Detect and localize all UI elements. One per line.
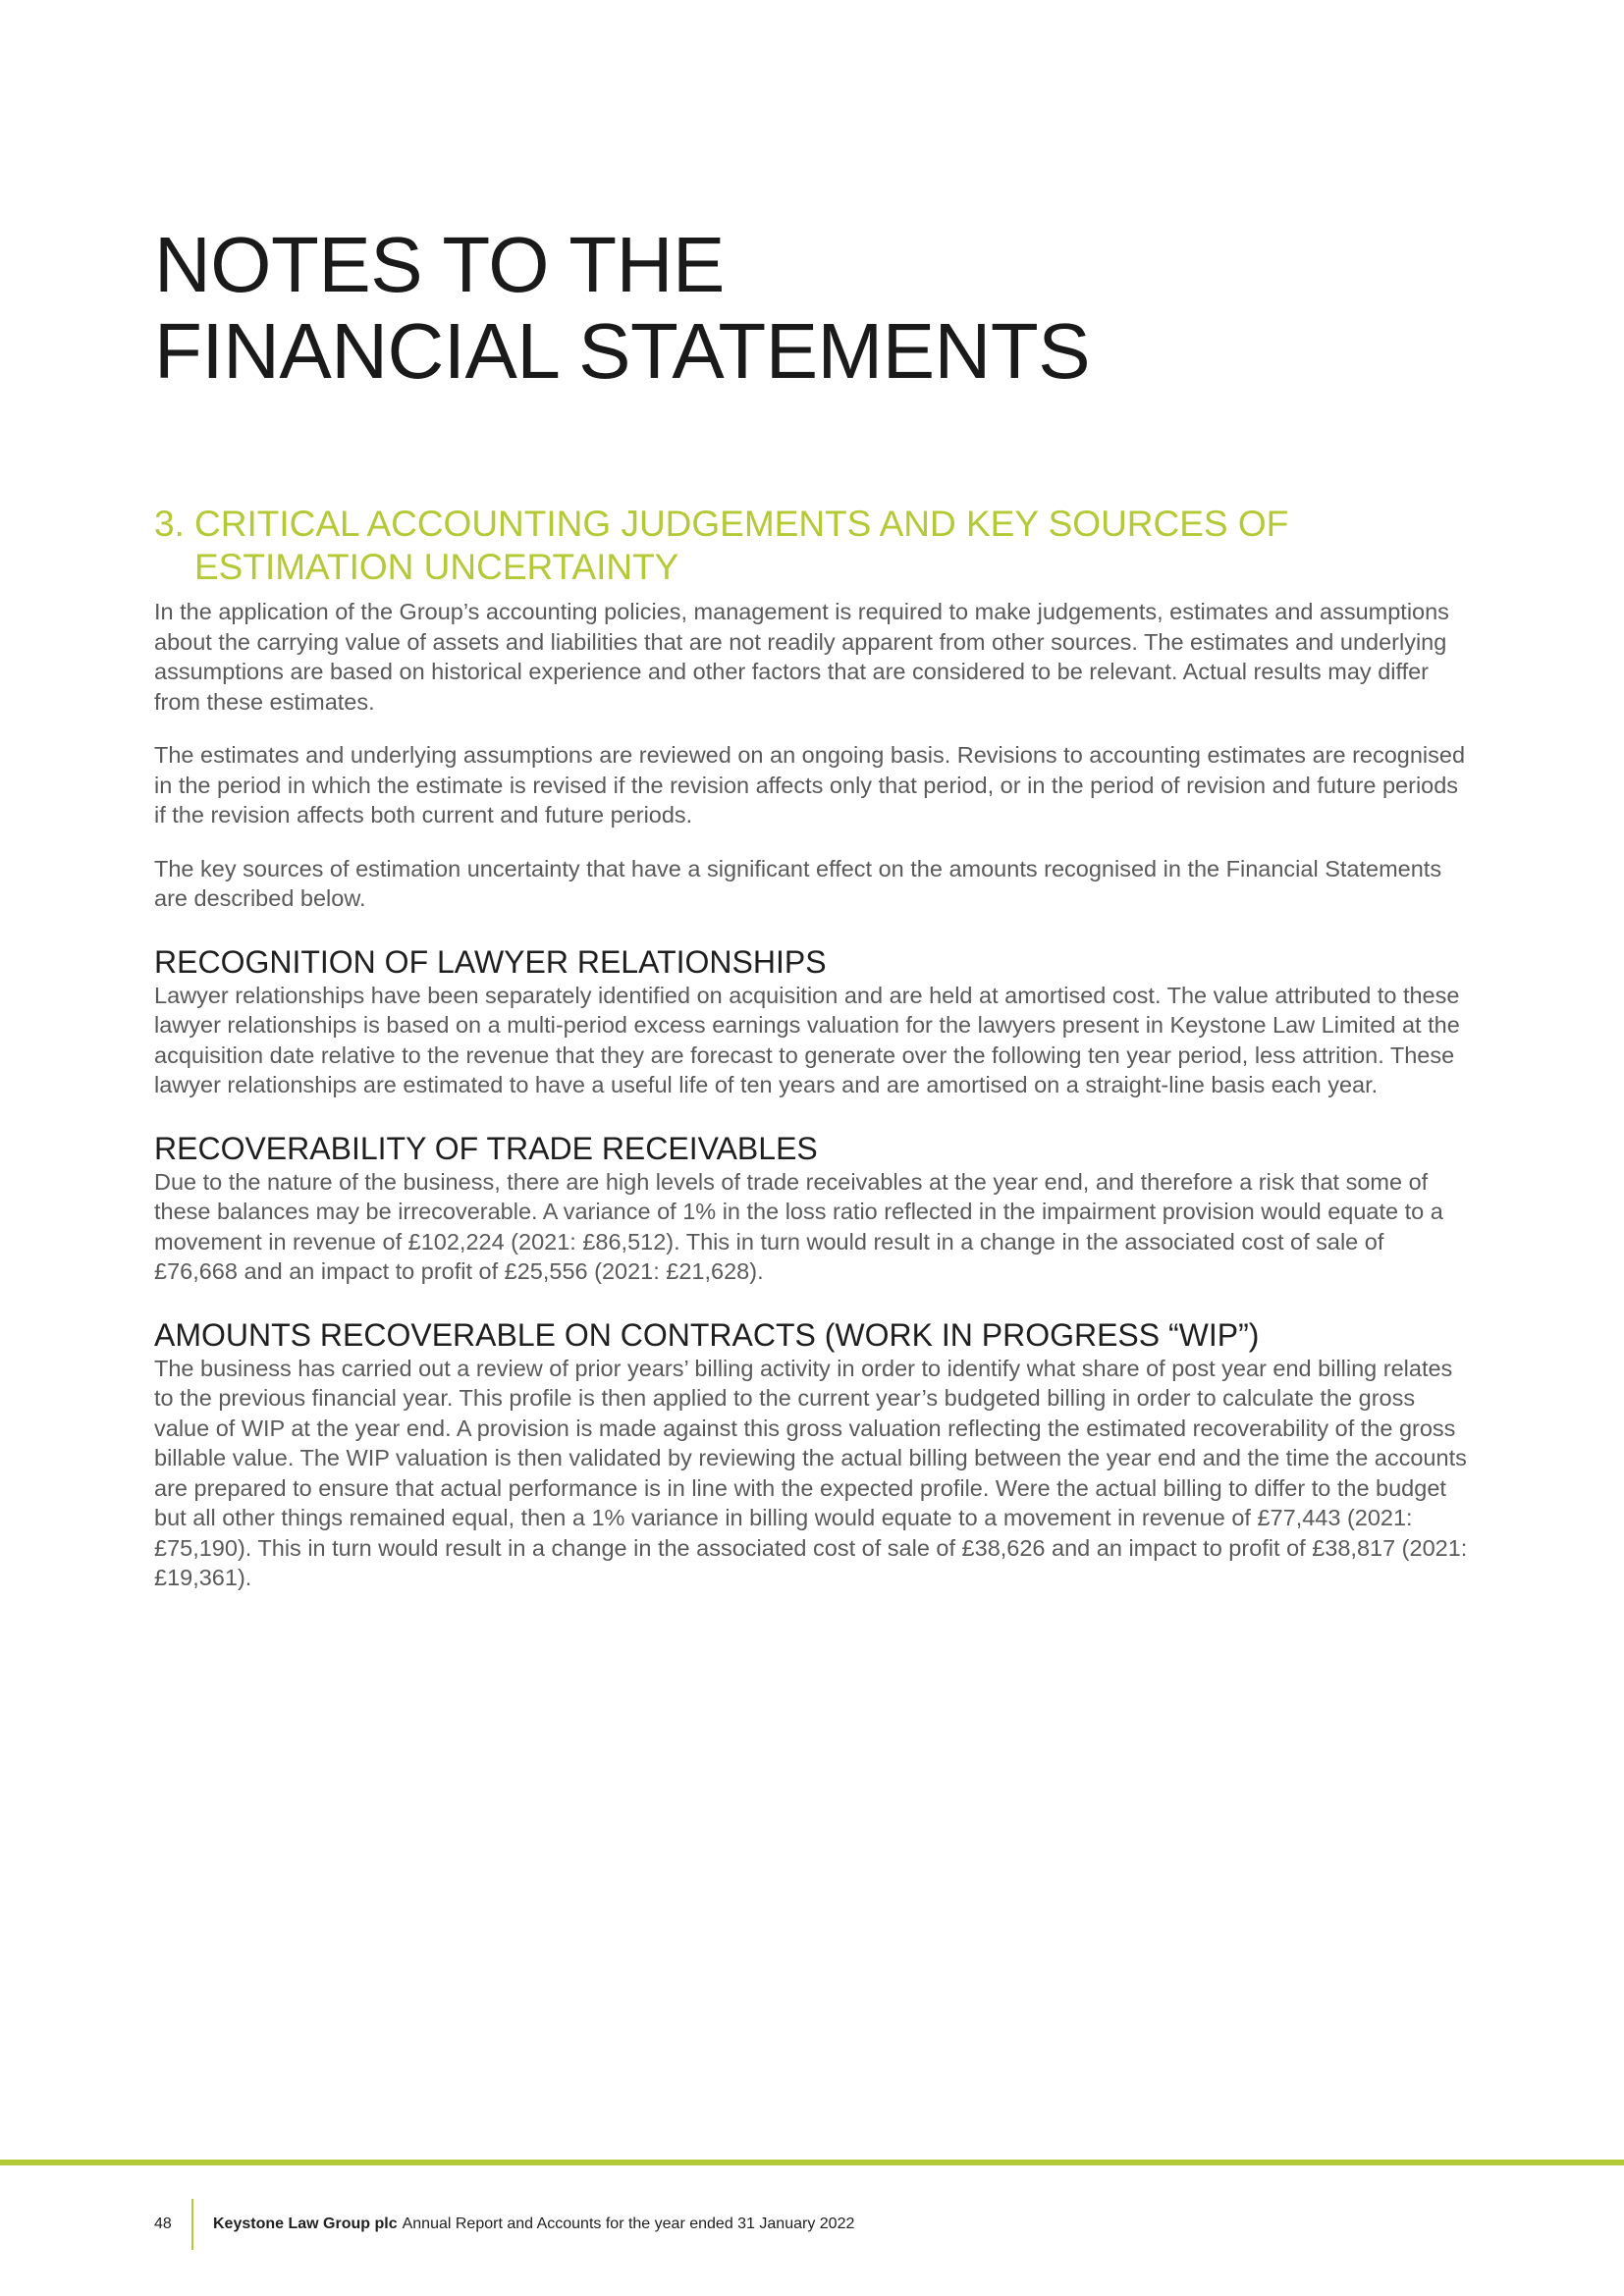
main-content: [154, 503, 1470, 1617]
page-title-line-1: NOTES TO THE: [154, 221, 725, 308]
page-footer: [154, 2199, 854, 2250]
subsection-text-lawyer-relationships: Lawyer relationships have been separately identified on acquisition and are held at amortised cost. The value attributed to these lawyer relationships is based on a multi-period excess earnings valuation for the lawyers present in Keystone Law Limited at the acquisition date relative to the revenue that they are forecast to generate over the following ten year period, less attrition. These lawyer relationships are estimated to have a useful life of ten years and are amortised on a straight-line basis each year.: [154, 982, 1460, 1097]
section-title: CRITICAL ACCOUNTING JUDGEMENTS AND KEY SOURCES OF ESTIMATION UNCERTAINTY: [194, 504, 1289, 587]
page-title-line-2: FINANCIAL STATEMENTS: [154, 307, 1091, 395]
subsection-text-wip: The business has carried out a review of prior years’ billing activity in order to identify what share of post year end billing relates to the previous financial year. This profile is then applied to the current year’s budgeted billing in order to calculate the gross value of WIP at the year end. A provision is made against this gross valuation reflecting the estimated recoverability of the gross billable value. The WIP valuation is then validated by reviewing the actual billing between the year end and the time the accounts are prepared to ensure that actual performance is in line with the expected profile. Were the actual billing to differ to the budget but all other things remained equal, then a 1% variance in billing would equate to a movement in revenue of £77,443 (2021: £75,190). This in turn would result in a change in the associated cost of sale of £38,626 and an impact to profit of £38,817 (2021: £19,361).: [154, 1355, 1468, 1590]
subsection-heading-trade-receivables: RECOVERABILITY OF TRADE RECEIVABLES: [154, 1130, 818, 1166]
page-title: [154, 222, 1090, 395]
footer-vertical-divider: [191, 2199, 193, 2250]
intro-paragraph-2: The estimates and underlying assumptions are reviewed on an ongoing basis. Revisions to accounting estimates are recognised in the period in which the estimate is revised if the revision affects only that period, or in the period of revision and future periods if the revision affects both current and future periods.: [154, 742, 1466, 828]
footer-report-title: Annual Report and Accounts for the year ended 31 January 2022: [402, 2216, 855, 2232]
subsection-heading-wip: AMOUNTS RECOVERABLE ON CONTRACTS (WORK IN PROGRESS “WIP”): [154, 1316, 1260, 1353]
footer-divider-line: [0, 2160, 1624, 2165]
subsection-heading-lawyer-relationships: RECOGNITION OF LAWYER RELATIONSHIPS: [154, 943, 827, 980]
footer-company-name: Keystone Law Group plc: [213, 2216, 398, 2232]
section-heading: [154, 503, 1470, 589]
section-number: 3.: [154, 504, 185, 544]
intro-paragraph-3: The key sources of estimation uncertainty that have a significant effect on the amounts recognised in the Financial Statements are described below.: [154, 855, 1442, 911]
subsection-text-trade-receivables: Due to the nature of the business, there are high levels of trade receivables at the year end, and therefore a risk that some of these balances may be irrecoverable. A variance of 1% in the loss ratio reflected in the impairment provision would equate to a movement in revenue of £102,224 (2021: £86,512). This in turn would result in a change in the associated cost of sale of £76,668 and an impact to profit of £25,556 (2021: £21,628).: [154, 1168, 1443, 1284]
intro-paragraph-1: In the application of the Group’s accounting policies, management is required to make judgements, estimates and assumptions about the carrying value of assets and liabilities that are not readily apparent from other sources. The estimates and underlying assumptions are based on historical experience and other factors that are considered to be relevant. Actual results may differ from these estimates.: [154, 599, 1449, 715]
page-number: 48: [154, 2216, 172, 2232]
